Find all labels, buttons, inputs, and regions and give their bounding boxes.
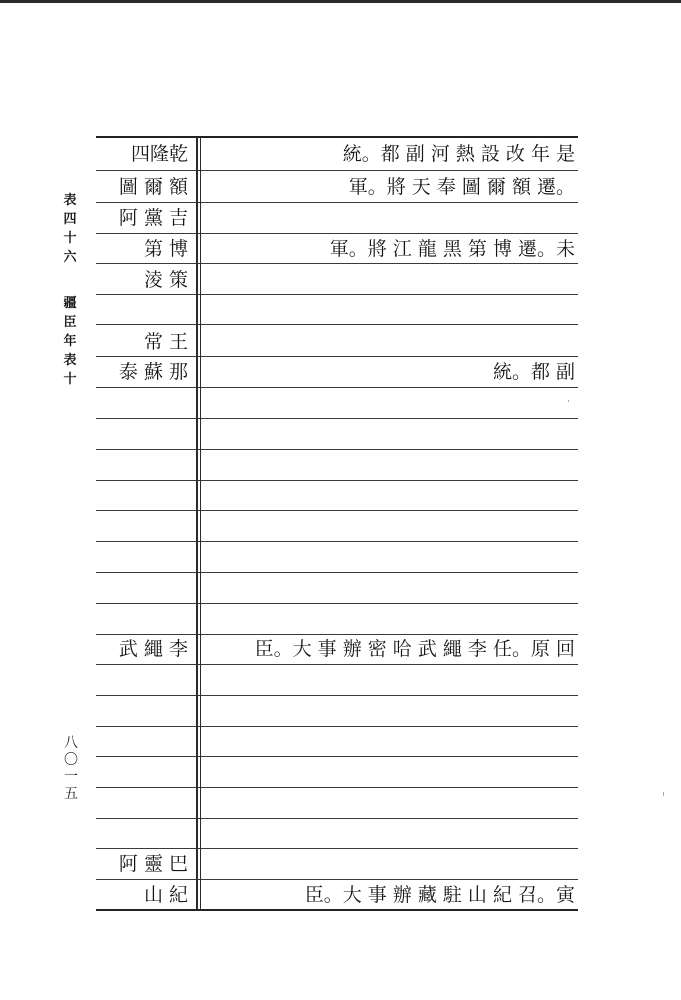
official-name: 武 繩 李 [118,638,188,660]
record-note: 統。都 副 河 熱 設 改 年 是 [342,143,575,165]
scan-speck [568,400,569,402]
column-divider-inner [200,137,201,910]
margin-char: 六 [63,250,77,265]
row-rule [96,418,578,419]
margin-char: 臣 [63,315,77,330]
page-number-char: 〇 [64,752,78,768]
record-note: 軍。將 江 龍 黑 第 博 遷。未 [329,238,575,260]
row-rule [96,664,578,665]
scan-speck [663,792,664,796]
row-rule [96,879,578,880]
row-rule [96,387,578,388]
official-name: 山 紀 [143,884,188,906]
margin-char: 表 [63,353,77,368]
row-rule [96,756,578,757]
official-name: 淩 策 [143,269,188,291]
record-note: 統。都 副 [492,361,575,383]
margin-table-title [62,191,78,267]
official-name: 阿 黨 吉 [118,207,188,229]
official-name: 圖 爾 額 [118,176,188,198]
margin-char: 疆 [63,296,77,311]
row-rule [96,480,578,481]
row-rule [96,541,578,542]
row-rule [96,695,578,696]
margin-char: 年 [63,334,77,349]
row-rule [96,449,578,450]
margin-table-subtitle [62,294,78,389]
column-divider [196,137,198,910]
record-note: 軍。將 天 奉 圖 爾 額 遷。 [348,176,575,198]
row-rule [96,510,578,511]
row-rule [96,170,578,171]
row-rule [96,324,578,325]
row-rule [96,848,578,849]
margin-char: 十 [63,372,77,387]
row-rule [96,202,578,203]
official-name: 泰 蘇 那 [118,361,188,383]
row-rule [96,356,578,357]
table-top-rule [96,136,578,138]
row-rule [96,818,578,819]
row-rule [96,263,578,264]
margin-char: 十 [63,231,77,246]
margin-char: 四 [63,212,77,227]
official-name: 常 王 [143,331,188,353]
official-name: 阿 靈 巴 [118,853,188,875]
page-number-char: 五 [64,786,78,802]
record-note: 臣。大 事 辦 藏 駐 山 紀 召。寅 [304,884,575,906]
official-name: 第 博 [143,238,188,260]
row-rule [96,634,578,635]
row-rule [96,603,578,604]
official-name: 四隆乾 [130,143,188,165]
page-top-border [0,0,681,3]
row-rule [96,294,578,295]
page-number-char: 八 [64,735,78,751]
record-note: 臣。大 事 辦 密 哈 武 繩 李 任。原 回 [254,638,575,660]
table-bottom-rule [96,909,578,911]
page-number-char: 一 [64,769,78,785]
row-rule [96,233,578,234]
row-rule [96,572,578,573]
margin-char: 表 [63,193,77,208]
row-rule [96,726,578,727]
row-rule [96,787,578,788]
page-number [63,735,79,803]
